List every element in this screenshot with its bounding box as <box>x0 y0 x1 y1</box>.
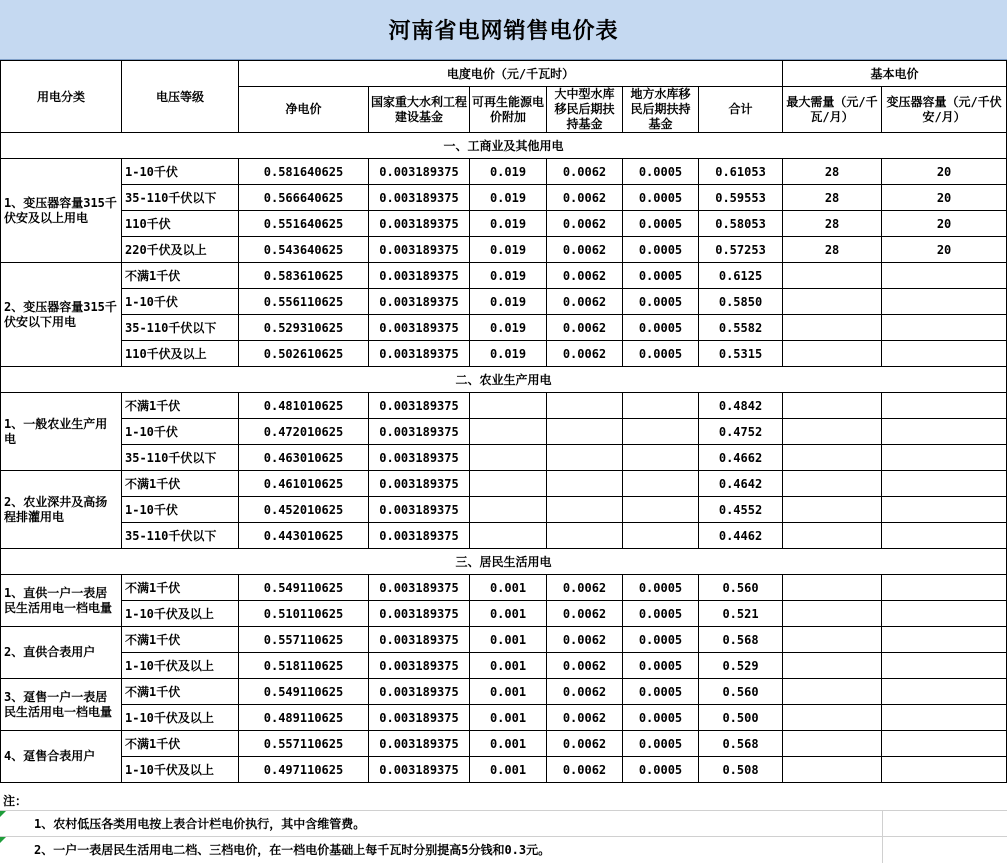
voltage-cell: 不满1千伏 <box>122 627 239 653</box>
table-row <box>1 627 1007 653</box>
voltage-cell: 不满1千伏 <box>122 393 239 419</box>
transformer-capacity-cell <box>882 653 1007 679</box>
total-cell: 0.61053 <box>699 159 783 185</box>
renewable-cell: 0.019 <box>470 211 547 237</box>
renewable-cell: 0.001 <box>470 705 547 731</box>
table-row <box>1 159 1007 185</box>
large-reservoir-cell: 0.0062 <box>547 341 623 367</box>
table-row <box>1 237 1007 263</box>
renewable-cell: 0.019 <box>470 263 547 289</box>
transformer-capacity-cell <box>882 523 1007 549</box>
renewable-cell <box>470 393 547 419</box>
renewable-cell: 0.019 <box>470 315 547 341</box>
max-demand-cell <box>783 575 882 601</box>
max-demand-cell <box>783 341 882 367</box>
water-fund-cell: 0.003189375 <box>369 237 470 263</box>
local-reservoir-cell: 0.0005 <box>623 731 699 757</box>
water-fund-cell: 0.003189375 <box>369 679 470 705</box>
header-max-demand: 最大需量（元/千瓦/月） <box>783 87 882 133</box>
header-large-reservoir: 大中型水库移民后期扶持基金 <box>547 87 623 133</box>
water-fund-cell: 0.003189375 <box>369 159 470 185</box>
total-cell: 0.529 <box>699 653 783 679</box>
net-price-cell: 0.472010625 <box>239 419 369 445</box>
local-reservoir-cell: 0.0005 <box>623 575 699 601</box>
max-demand-cell <box>783 445 882 471</box>
table-row <box>1 679 1007 705</box>
table-row <box>1 393 1007 419</box>
total-cell: 0.59553 <box>699 185 783 211</box>
net-price-cell: 0.461010625 <box>239 471 369 497</box>
transformer-capacity-cell <box>882 419 1007 445</box>
table-row <box>1 601 1007 627</box>
voltage-cell: 1-10千伏及以上 <box>122 757 239 783</box>
max-demand-cell <box>783 757 882 783</box>
transformer-capacity-cell <box>882 263 1007 289</box>
voltage-cell: 35-110千伏以下 <box>122 315 239 341</box>
total-cell: 0.568 <box>699 627 783 653</box>
local-reservoir-cell <box>623 497 699 523</box>
total-cell: 0.500 <box>699 705 783 731</box>
water-fund-cell: 0.003189375 <box>369 185 470 211</box>
renewable-cell <box>470 497 547 523</box>
table-row <box>1 523 1007 549</box>
large-reservoir-cell: 0.0062 <box>547 757 623 783</box>
total-cell: 0.560 <box>699 575 783 601</box>
water-fund-cell: 0.003189375 <box>369 523 470 549</box>
total-cell: 0.4752 <box>699 419 783 445</box>
total-cell: 0.508 <box>699 757 783 783</box>
water-fund-cell: 0.003189375 <box>369 211 470 237</box>
note-item <box>0 836 1007 863</box>
net-price-cell: 0.529310625 <box>239 315 369 341</box>
net-price-cell: 0.557110625 <box>239 627 369 653</box>
net-price-cell: 0.502610625 <box>239 341 369 367</box>
header-local-reservoir: 地方水库移民后期扶持基金 <box>623 87 699 133</box>
local-reservoir-cell: 0.0005 <box>623 237 699 263</box>
table-row <box>1 731 1007 757</box>
max-demand-cell <box>783 497 882 523</box>
header-transformer-capacity: 变压器容量（元/千伏安/月） <box>882 87 1007 133</box>
category-cell: 1、变压器容量315千伏安及以上用电 <box>1 159 122 263</box>
note-text: 2、一户一表居民生活用电二档、三档电价，在一档电价基础上每千瓦时分别提高5分钱和0.3元。 <box>34 843 551 857</box>
voltage-cell: 1-10千伏 <box>122 289 239 315</box>
renewable-cell: 0.001 <box>470 653 547 679</box>
voltage-cell: 不满1千伏 <box>122 471 239 497</box>
category-cell: 2、直供合表用户 <box>1 627 122 679</box>
renewable-cell <box>470 445 547 471</box>
renewable-cell: 0.001 <box>470 601 547 627</box>
large-reservoir-cell: 0.0062 <box>547 731 623 757</box>
large-reservoir-cell: 0.0062 <box>547 289 623 315</box>
net-price-cell: 0.549110625 <box>239 679 369 705</box>
max-demand-cell <box>783 653 882 679</box>
water-fund-cell: 0.003189375 <box>369 497 470 523</box>
water-fund-cell: 0.003189375 <box>369 757 470 783</box>
total-cell: 0.58053 <box>699 211 783 237</box>
large-reservoir-cell <box>547 471 623 497</box>
net-price-cell: 0.543640625 <box>239 237 369 263</box>
max-demand-cell: 28 <box>783 159 882 185</box>
large-reservoir-cell <box>547 419 623 445</box>
table-row <box>1 445 1007 471</box>
category-cell: 2、农业深井及高扬程排灌用电 <box>1 471 122 549</box>
transformer-capacity-cell <box>882 731 1007 757</box>
large-reservoir-cell <box>547 393 623 419</box>
section-row <box>1 367 1007 393</box>
renewable-cell: 0.019 <box>470 185 547 211</box>
header-voltage: 电压等级 <box>122 61 239 133</box>
water-fund-cell: 0.003189375 <box>369 445 470 471</box>
header-basic-price: 基本电价 <box>783 61 1007 87</box>
local-reservoir-cell <box>623 393 699 419</box>
large-reservoir-cell: 0.0062 <box>547 653 623 679</box>
transformer-capacity-cell <box>882 445 1007 471</box>
large-reservoir-cell <box>547 445 623 471</box>
large-reservoir-cell: 0.0062 <box>547 601 623 627</box>
table-row <box>1 211 1007 237</box>
large-reservoir-cell: 0.0062 <box>547 627 623 653</box>
voltage-cell: 35-110千伏以下 <box>122 445 239 471</box>
local-reservoir-cell: 0.0005 <box>623 263 699 289</box>
max-demand-cell <box>783 315 882 341</box>
net-price-cell: 0.510110625 <box>239 601 369 627</box>
voltage-cell: 1-10千伏 <box>122 159 239 185</box>
local-reservoir-cell: 0.0005 <box>623 341 699 367</box>
large-reservoir-cell: 0.0062 <box>547 679 623 705</box>
water-fund-cell: 0.003189375 <box>369 419 470 445</box>
table-row <box>1 341 1007 367</box>
local-reservoir-cell <box>623 419 699 445</box>
voltage-cell: 35-110千伏以下 <box>122 185 239 211</box>
transformer-capacity-cell <box>882 601 1007 627</box>
notes <box>0 790 1007 863</box>
price-table <box>0 60 1007 783</box>
table-row <box>1 315 1007 341</box>
water-fund-cell: 0.003189375 <box>369 393 470 419</box>
total-cell: 0.5850 <box>699 289 783 315</box>
transformer-capacity-cell <box>882 341 1007 367</box>
table-row <box>1 263 1007 289</box>
voltage-cell: 35-110千伏以下 <box>122 523 239 549</box>
section-row <box>1 549 1007 575</box>
large-reservoir-cell: 0.0062 <box>547 705 623 731</box>
transformer-capacity-cell <box>882 575 1007 601</box>
local-reservoir-cell <box>623 523 699 549</box>
transformer-capacity-cell: 20 <box>882 185 1007 211</box>
transformer-capacity-cell <box>882 393 1007 419</box>
max-demand-cell <box>783 601 882 627</box>
total-cell: 0.4842 <box>699 393 783 419</box>
water-fund-cell: 0.003189375 <box>369 705 470 731</box>
local-reservoir-cell: 0.0005 <box>623 653 699 679</box>
header-renewable: 可再生能源电价附加 <box>470 87 547 133</box>
water-fund-cell: 0.003189375 <box>369 315 470 341</box>
transformer-capacity-cell <box>882 757 1007 783</box>
category-cell: 1、直供一户一表居民生活用电一档电量 <box>1 575 122 627</box>
transformer-capacity-cell <box>882 705 1007 731</box>
table-row <box>1 575 1007 601</box>
table-row <box>1 653 1007 679</box>
section-title: 一、工商业及其他用电 <box>1 133 1007 159</box>
max-demand-cell <box>783 419 882 445</box>
net-price-cell: 0.452010625 <box>239 497 369 523</box>
cell-divider <box>882 811 883 837</box>
header-energy-price: 电度电价（元/千瓦时） <box>239 61 783 87</box>
header-total: 合计 <box>699 87 783 133</box>
cell-divider <box>882 837 883 863</box>
large-reservoir-cell: 0.0062 <box>547 159 623 185</box>
net-price-cell: 0.549110625 <box>239 575 369 601</box>
voltage-cell: 不满1千伏 <box>122 679 239 705</box>
max-demand-cell <box>783 393 882 419</box>
section-title: 二、农业生产用电 <box>1 367 1007 393</box>
water-fund-cell: 0.003189375 <box>369 601 470 627</box>
voltage-cell: 110千伏 <box>122 211 239 237</box>
net-price-cell: 0.443010625 <box>239 523 369 549</box>
total-cell: 0.4552 <box>699 497 783 523</box>
table-row <box>1 757 1007 783</box>
voltage-cell: 1-10千伏 <box>122 419 239 445</box>
total-cell: 0.568 <box>699 731 783 757</box>
voltage-cell: 不满1千伏 <box>122 263 239 289</box>
page-title: 河南省电网销售电价表 <box>388 18 619 44</box>
max-demand-cell <box>783 523 882 549</box>
total-cell: 0.5315 <box>699 341 783 367</box>
net-price-cell: 0.556110625 <box>239 289 369 315</box>
local-reservoir-cell: 0.0005 <box>623 757 699 783</box>
local-reservoir-cell: 0.0005 <box>623 211 699 237</box>
transformer-capacity-cell: 20 <box>882 237 1007 263</box>
voltage-cell: 220千伏及以上 <box>122 237 239 263</box>
title-bar <box>0 0 1007 60</box>
water-fund-cell: 0.003189375 <box>369 263 470 289</box>
renewable-cell: 0.001 <box>470 731 547 757</box>
net-price-cell: 0.463010625 <box>239 445 369 471</box>
water-fund-cell: 0.003189375 <box>369 289 470 315</box>
transformer-capacity-cell: 20 <box>882 159 1007 185</box>
note-text: 1、农村低压各类用电按上表合计栏电价执行，其中含维管费。 <box>34 817 366 831</box>
max-demand-cell <box>783 289 882 315</box>
total-cell: 0.57253 <box>699 237 783 263</box>
local-reservoir-cell: 0.0005 <box>623 601 699 627</box>
local-reservoir-cell: 0.0005 <box>623 627 699 653</box>
voltage-cell: 不满1千伏 <box>122 731 239 757</box>
category-cell: 1、一般农业生产用电 <box>1 393 122 471</box>
water-fund-cell: 0.003189375 <box>369 653 470 679</box>
table-body <box>1 133 1007 783</box>
voltage-cell: 不满1千伏 <box>122 575 239 601</box>
large-reservoir-cell: 0.0062 <box>547 237 623 263</box>
large-reservoir-cell <box>547 497 623 523</box>
total-cell: 0.521 <box>699 601 783 627</box>
renewable-cell: 0.001 <box>470 679 547 705</box>
max-demand-cell: 28 <box>783 185 882 211</box>
voltage-cell: 1-10千伏及以上 <box>122 705 239 731</box>
local-reservoir-cell: 0.0005 <box>623 315 699 341</box>
large-reservoir-cell: 0.0062 <box>547 575 623 601</box>
max-demand-cell <box>783 731 882 757</box>
table-row <box>1 289 1007 315</box>
max-demand-cell <box>783 263 882 289</box>
header-water-fund: 国家重大水利工程建设基金 <box>369 87 470 133</box>
water-fund-cell: 0.003189375 <box>369 341 470 367</box>
net-price-cell: 0.489110625 <box>239 705 369 731</box>
header-category: 用电分类 <box>1 61 122 133</box>
total-cell: 0.4462 <box>699 523 783 549</box>
total-cell: 0.4662 <box>699 445 783 471</box>
net-price-cell: 0.581640625 <box>239 159 369 185</box>
renewable-cell <box>470 523 547 549</box>
renewable-cell <box>470 419 547 445</box>
total-cell: 0.4642 <box>699 471 783 497</box>
total-cell: 0.6125 <box>699 263 783 289</box>
local-reservoir-cell: 0.0005 <box>623 185 699 211</box>
large-reservoir-cell: 0.0062 <box>547 263 623 289</box>
renewable-cell: 0.001 <box>470 575 547 601</box>
water-fund-cell: 0.003189375 <box>369 575 470 601</box>
net-price-cell: 0.481010625 <box>239 393 369 419</box>
large-reservoir-cell: 0.0062 <box>547 211 623 237</box>
table-row <box>1 705 1007 731</box>
transformer-capacity-cell <box>882 315 1007 341</box>
net-price-cell: 0.583610625 <box>239 263 369 289</box>
water-fund-cell: 0.003189375 <box>369 471 470 497</box>
renewable-cell: 0.019 <box>470 159 547 185</box>
table-row <box>1 419 1007 445</box>
transformer-capacity-cell <box>882 471 1007 497</box>
local-reservoir-cell: 0.0005 <box>623 705 699 731</box>
category-cell: 3、趸售一户一表居民生活用电一档电量 <box>1 679 122 731</box>
max-demand-cell: 28 <box>783 211 882 237</box>
renewable-cell: 0.019 <box>470 237 547 263</box>
large-reservoir-cell: 0.0062 <box>547 315 623 341</box>
renewable-cell: 0.001 <box>470 757 547 783</box>
table-row <box>1 497 1007 523</box>
net-price-cell: 0.566640625 <box>239 185 369 211</box>
renewable-cell: 0.019 <box>470 289 547 315</box>
max-demand-cell <box>783 679 882 705</box>
water-fund-cell: 0.003189375 <box>369 731 470 757</box>
total-cell: 0.5582 <box>699 315 783 341</box>
large-reservoir-cell <box>547 523 623 549</box>
max-demand-cell <box>783 705 882 731</box>
net-price-cell: 0.557110625 <box>239 731 369 757</box>
large-reservoir-cell: 0.0062 <box>547 185 623 211</box>
transformer-capacity-cell <box>882 497 1007 523</box>
water-fund-cell: 0.003189375 <box>369 627 470 653</box>
category-cell: 4、趸售合表用户 <box>1 731 122 783</box>
voltage-cell: 110千伏及以上 <box>122 341 239 367</box>
voltage-cell: 1-10千伏及以上 <box>122 601 239 627</box>
notes-label: 注： <box>3 794 28 808</box>
local-reservoir-cell <box>623 445 699 471</box>
transformer-capacity-cell <box>882 289 1007 315</box>
local-reservoir-cell: 0.0005 <box>623 159 699 185</box>
note-item <box>0 810 1007 837</box>
cell-marker-icon <box>0 837 6 843</box>
section-title: 三、居民生活用电 <box>1 549 1007 575</box>
voltage-cell: 1-10千伏 <box>122 497 239 523</box>
renewable-cell: 0.019 <box>470 341 547 367</box>
max-demand-cell: 28 <box>783 237 882 263</box>
max-demand-cell <box>783 471 882 497</box>
cell-marker-icon <box>0 811 6 817</box>
net-price-cell: 0.551640625 <box>239 211 369 237</box>
net-price-cell: 0.497110625 <box>239 757 369 783</box>
transformer-capacity-cell: 20 <box>882 211 1007 237</box>
max-demand-cell <box>783 627 882 653</box>
voltage-cell: 1-10千伏及以上 <box>122 653 239 679</box>
renewable-cell: 0.001 <box>470 627 547 653</box>
transformer-capacity-cell <box>882 627 1007 653</box>
header-net-price: 净电价 <box>239 87 369 133</box>
local-reservoir-cell: 0.0005 <box>623 289 699 315</box>
transformer-capacity-cell <box>882 679 1007 705</box>
local-reservoir-cell <box>623 471 699 497</box>
total-cell: 0.560 <box>699 679 783 705</box>
net-price-cell: 0.518110625 <box>239 653 369 679</box>
renewable-cell <box>470 471 547 497</box>
category-cell: 2、变压器容量315千伏安以下用电 <box>1 263 122 367</box>
local-reservoir-cell: 0.0005 <box>623 679 699 705</box>
section-row <box>1 133 1007 159</box>
table-row <box>1 185 1007 211</box>
table-row <box>1 471 1007 497</box>
